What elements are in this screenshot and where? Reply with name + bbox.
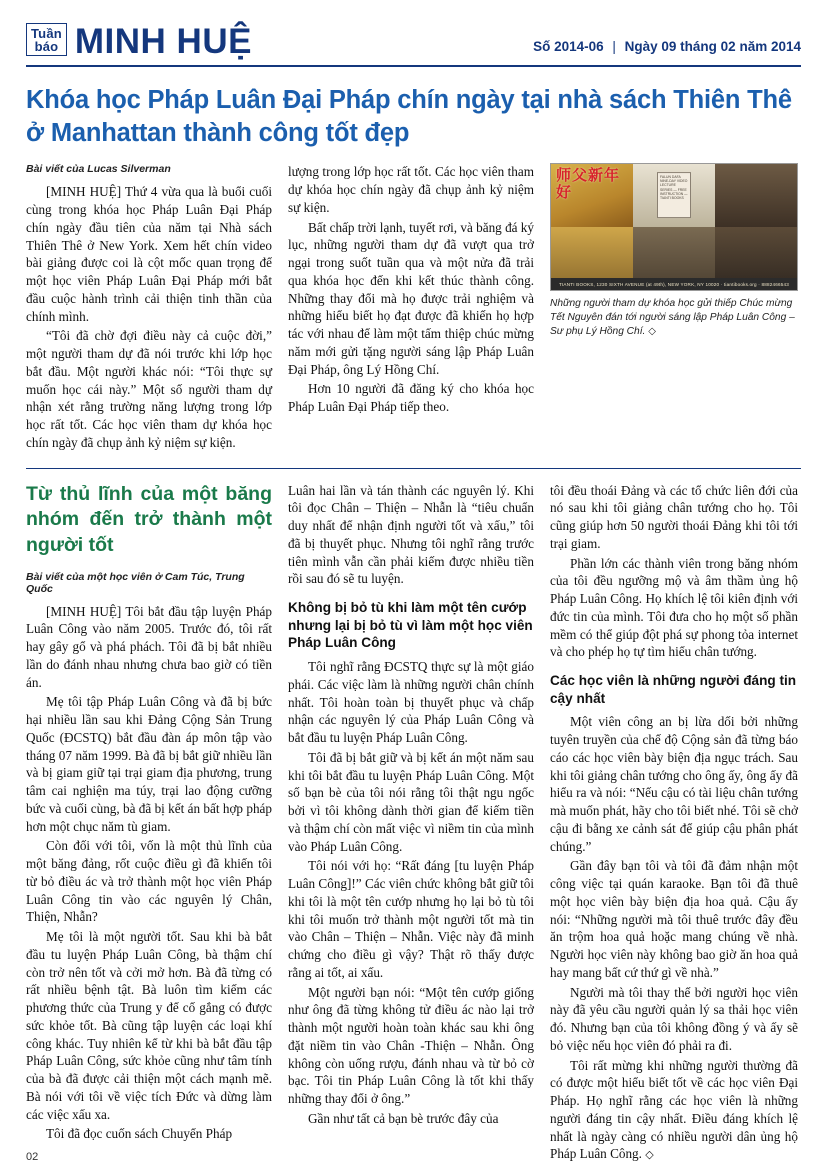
story2-headline: Từ thủ lĩnh của một băng nhóm đến trở thành một người tốt (26, 482, 272, 556)
event-photo (550, 163, 798, 291)
story1-byline: Bài viết của Lucas Silverman (26, 163, 171, 176)
story2-c1-p3: Còn đối với tôi, vốn là một thủ lĩnh của một băng đảng, rốt cuộc điều gì đã khiến tôi từ bỏ điều ác và trở thành một học viên Pháp Luân Công tin vào các nguyên lý Chân, Thiện, Nhẫn? (26, 838, 272, 925)
story2-c1-p4: Mẹ tôi là một người tốt. Sau khi bà bắt đầu tu luyện Pháp Luân Công, bà thậm chí còn trở nên tốt và cởi mở hơn. Bà đã từng có rất nhiều bệnh tật. Bà luôn tìm kiếm các phương thức của Trung y để cố gắng có được sức khỏe tốt. Bà cũng tập luyện các loại khí công khác. Tuy nhiên kể từ khi bà bắt đầu tập Pháp Luân Công, sức khỏe cũng như tâm tính của bà đã được cải thiện một cách mạnh mẽ. Bà nói với tôi về việc tích Đức và dừng làm các việc xấu xa. (26, 929, 272, 1122)
story2-subhead-2: Các học viên là những người đáng tin cậy nhất (550, 673, 797, 706)
photo-caption (550, 297, 798, 338)
story1-p2: “Tôi đã chờ đợi điều này cả cuộc đời,” một người tham dự đã nói trước khi lớp học bắt đầu. Một người khác nói: “Tôi thực sự muốn học cái này.” Một số người tham dự nhận xét rằng trường năng lượng trong lớp học rất tốt. Các học viên tham dự khóa học chín ngày đã chụp ảnh kỷ niệm sự kiện. (26, 328, 272, 450)
issue-number: Số 2014-06 (533, 39, 604, 54)
caption-end-mark: ◇ (648, 325, 657, 337)
story2-c2-p5: Gần như tất cả bạn bè trước đây của (308, 1110, 499, 1126)
story2-subhead-1: Không bị bỏ tù khi làm một tên cướp nhưng lại bị bỏ tù vì làm một học viên Pháp Luân Công (288, 600, 533, 651)
photo-cell-3 (715, 164, 797, 227)
chinese-greeting-text: 师父新年好 (556, 167, 621, 202)
story2-c1-p5: Tôi đã đọc cuốn sách Chuyển Pháp (46, 1126, 233, 1142)
poster-text: FALUN DAFA NINE-DAY VIDEO LECTURE SERIES — FREE INSTRUCTION — TIANTI BOOKS (657, 172, 691, 218)
story1-column-3 (550, 163, 798, 453)
story2-c3-p3: Người mà tôi thay thế bởi người học viên này đã yêu cầu người quản lý sa thải học viên đó. Nhưng bạn của tôi không đồng ý và ấy sẽ bỏ việc nếu học viên đó phải ra đi. (550, 984, 798, 1053)
story2-column-3 (550, 482, 798, 1166)
story2-c2-p4: Một người bạn nói: “Một tên cướp giống như ông đã từng không tử điều ác nào lại trở thành một người hoàn toàn khác sau khi ông đặt niềm tin vào Chân -Thiện – Nhẫn. Ông không còn uống rượu, đánh nhau và từ bỏ cờ bạc. Tôi tin Pháp Luân Công là tốt khi thấy những thay đổi ở ông.” (288, 984, 534, 1107)
story2-c3-p4 (550, 1057, 798, 1164)
story2-c2-p3: Tôi nói với họ: “Rất đáng [tu luyện Pháp Luân Công]!” Các viên chức không bắt giữ tôi khi tôi là một tên cướp nhưng họ lại bỏ tù tôi khi tôi muốn trở thành một người tốt mà tin vào Chân – Thiện – Nhẫn. Việc này đã minh chứng cho điều gì vậy? Thật rõ thấy được rằng ai tốt, ai xấu. (288, 858, 534, 980)
page-number: 02 (26, 1151, 39, 1163)
logo-badge-line1: Tuần (31, 26, 62, 41)
story2-c3-p4-text: Tôi rất mừng khi những người thường đã có được một hiểu biết tốt về các học viên Đại Pháp. Họ nghĩ rằng các học viên là những người đáng tin cậy nhất. Điều đáng khích lệ nhất là ngày càng có nhiều người dân ủng hộ Pháp Luân Công. (550, 1057, 798, 1162)
story1-body (26, 163, 801, 453)
photo-banner-text: TIANTI BOOKS, 1230 SIXTH AVENUE (at 49th), NEW YORK, NY 10020 · tiantibooks.org · 8882466543 (551, 278, 797, 290)
story2-c1-p1: [MINH HUỆ] Tôi bắt đầu tập luyện Pháp Luân Công vào năm 2005. Trước đó, tôi rất hay gây gổ và phá phách. Tôi đã bị bắt nhiều lần do đánh nhau nhưng chưa bao giờ có tiền án. (26, 603, 272, 690)
story2-c3-p2: Gần đây bạn tôi và tôi đã đảm nhận một công việc tại quán karaoke. Bạn tôi đã thuê một học viên bày biện địa hoa quả. Cậu ấy nói: “Những người mà tôi thuê trước đây đều ăn trộm hoa quả hoặc mang chúng về nhà. Người học viên này không bao giờ ăn hoa quả hay mang bất cứ thứ gì về nhà.” (550, 858, 798, 980)
story2-byline: Bài viết của một học viên ở Cam Túc, Trung Quốc (26, 570, 245, 595)
photo-caption-text: Những người tham dự khóa học gửi thiếp Chúc mừng Tết Nguyên đán tới người sáng lập Pháp Luân Công – Sư phụ Lý Hồng Chí. (550, 298, 795, 337)
issue-separator: | (612, 39, 616, 54)
story2-c3-intro-1: tôi đều thoái Đảng và các tổ chức liên đới của nó sau khi tôi giảng chân tướng cho họ. Tôi cũng giúp hơn 50 người thoái Đảng khi tôi tới trại giam. (550, 482, 798, 551)
story2-c2-p1: Tôi nghĩ rằng ĐCSTQ thực sự là một giáo phái. Các việc làm là những người chân chính nhất. Tôi hoàn toàn bị thuyết phục và chấp nhận các nguyên lý của Pháp Luân Công và bắt đầu tu luyện Pháp Luân Công. (288, 659, 534, 746)
photo-cell-1 (551, 164, 633, 227)
issue-date: Ngày 09 tháng 02 năm 2014 (624, 39, 801, 54)
logo-title: MINH HUỆ (74, 22, 252, 61)
logo (26, 22, 252, 61)
issue-info (533, 39, 801, 57)
logo-badge (26, 23, 67, 56)
photo-cell-2 (633, 164, 715, 227)
story2-column-1 (26, 482, 272, 1166)
story1-p2-cont: lượng trong lớp học rất tốt. Các học viên tham dự khóa học chín ngày đã chụp ảnh kỷ niệm sự kiện. (288, 164, 534, 215)
story1-column-1 (26, 163, 272, 453)
story2-column-2 (288, 482, 534, 1166)
story1-column-2 (288, 163, 534, 453)
masthead (26, 22, 801, 67)
story1-p4: Hơn 10 người đã đăng ký cho khóa học Pháp Luân Đại Pháp tiếp theo. (288, 381, 534, 414)
story2-c2-intro: Luân hai lần và tán thành các nguyên lý. Khi tôi đọc Chân – Thiện – Nhẫn là “tiêu chuẩn duy nhất để nhận định người tốt và xấu,” tôi đã bị thuyết phục. Nhưng tôi nghĩ rằng trước tiên mình vẫn cần phải kiếm được nhiều tiền rồi sau đó sẽ tu luyện. (288, 482, 534, 587)
story2-end-mark: ◇ (645, 1149, 654, 1162)
story2-body (26, 482, 801, 1166)
story1-p3: Bất chấp trời lạnh, tuyết rơi, và băng đá ký lục, những người tham dự đã vượt qua trở ngại trong suốt tuần qua và một nửa đã trải qua khóa học đến khi kết thúc thành công. Những thay đổi mà họ được trải nghiệm và những hiểu biết họ đạt được đã khiến họ hợp tác với nhau để làm một tấm thiệp chúc mừng năm mới gửi tặng người sáng lập Pháp Luân Đại Pháp, ông Lý Hồng Chí. (288, 219, 534, 377)
story1-p1: [MINH HUỆ] Thứ 4 vừa qua là buổi cuối cùng trong khóa học Pháp Luân Đại Pháp chín ngày đầu tiên của năm tại Nhà sách Thiên Thê ở New York. Xem hết chín video bài giảng được coi là cột mốc quan trọng để một học viên Pháp Luân Đại Pháp mới bắt đầu cuộc hành trình cải thiện tinh thần của chính mình. (26, 184, 272, 324)
story2-c3-intro-2: Phần lớn các thành viên trong băng nhóm của tôi đều ngưỡng mộ và âm thầm ủng hộ Pháp Luân Công. Họ khích lệ tôi kiên định với đức tin của mình. Tôi đưa cho họ một số phần mềm có thể giúp đột phá sự phong tỏa internet và cho phép họ tự tìm hiểu chân tướng. (550, 555, 798, 660)
story2-c2-p2: Tôi đã bị bắt giữ và bị kết án một năm sau khi tôi bắt đầu tu luyện Pháp Luân Công. Một số bạn bè của tôi nói rằng tôi thật ngu ngốc bởi vì tôi không dành thời gian để kiếm tiền và thậm chí còn mất việc vì niềm tin của mình vào Pháp Luân Công. (288, 749, 534, 854)
section-divider (26, 468, 801, 469)
story2-c1-p2: Mẹ tôi tập Pháp Luân Công và đã bị bức hại nhiều lần sau khi Đảng Cộng Sản Trung Quốc (ĐCSTQ) bắt đầu đàn áp môn tập vào tháng 07 năm 1999. Bà đã bị bắt giữ nhiều lần và bị giam giữ tại trại giam địa phương, trung tâm cai nghiện ma túy, trại lao động cưỡng bức và cuối cùng, bà đã bị kết án bất hợp pháp hơn một chục năm tù giam. (26, 694, 272, 834)
logo-badge-line2: báo (34, 39, 59, 54)
story1-headline: Khóa học Pháp Luân Đại Pháp chín ngày tại nhà sách Thiên Thê ở Manhattan thành công tốt đẹp (26, 86, 792, 147)
story2-c3-p1: Một viên công an bị lừa dối bởi những tuyên truyền của chế độ Cộng sản đã từng báo cáo các học viên bày biện địa ngục trách. Sau khi tôi giảng chân tướng cho ông ấy, ông ấy đã hiểu ra và nói: “Nếu cậu có tài liệu chân tướng mà muốn phát, hãy cho tôi biết nhé. Tôi sẽ chở cậu đi bằng xe cảnh sát để giúp cậu phân phát chúng.” (550, 714, 798, 854)
